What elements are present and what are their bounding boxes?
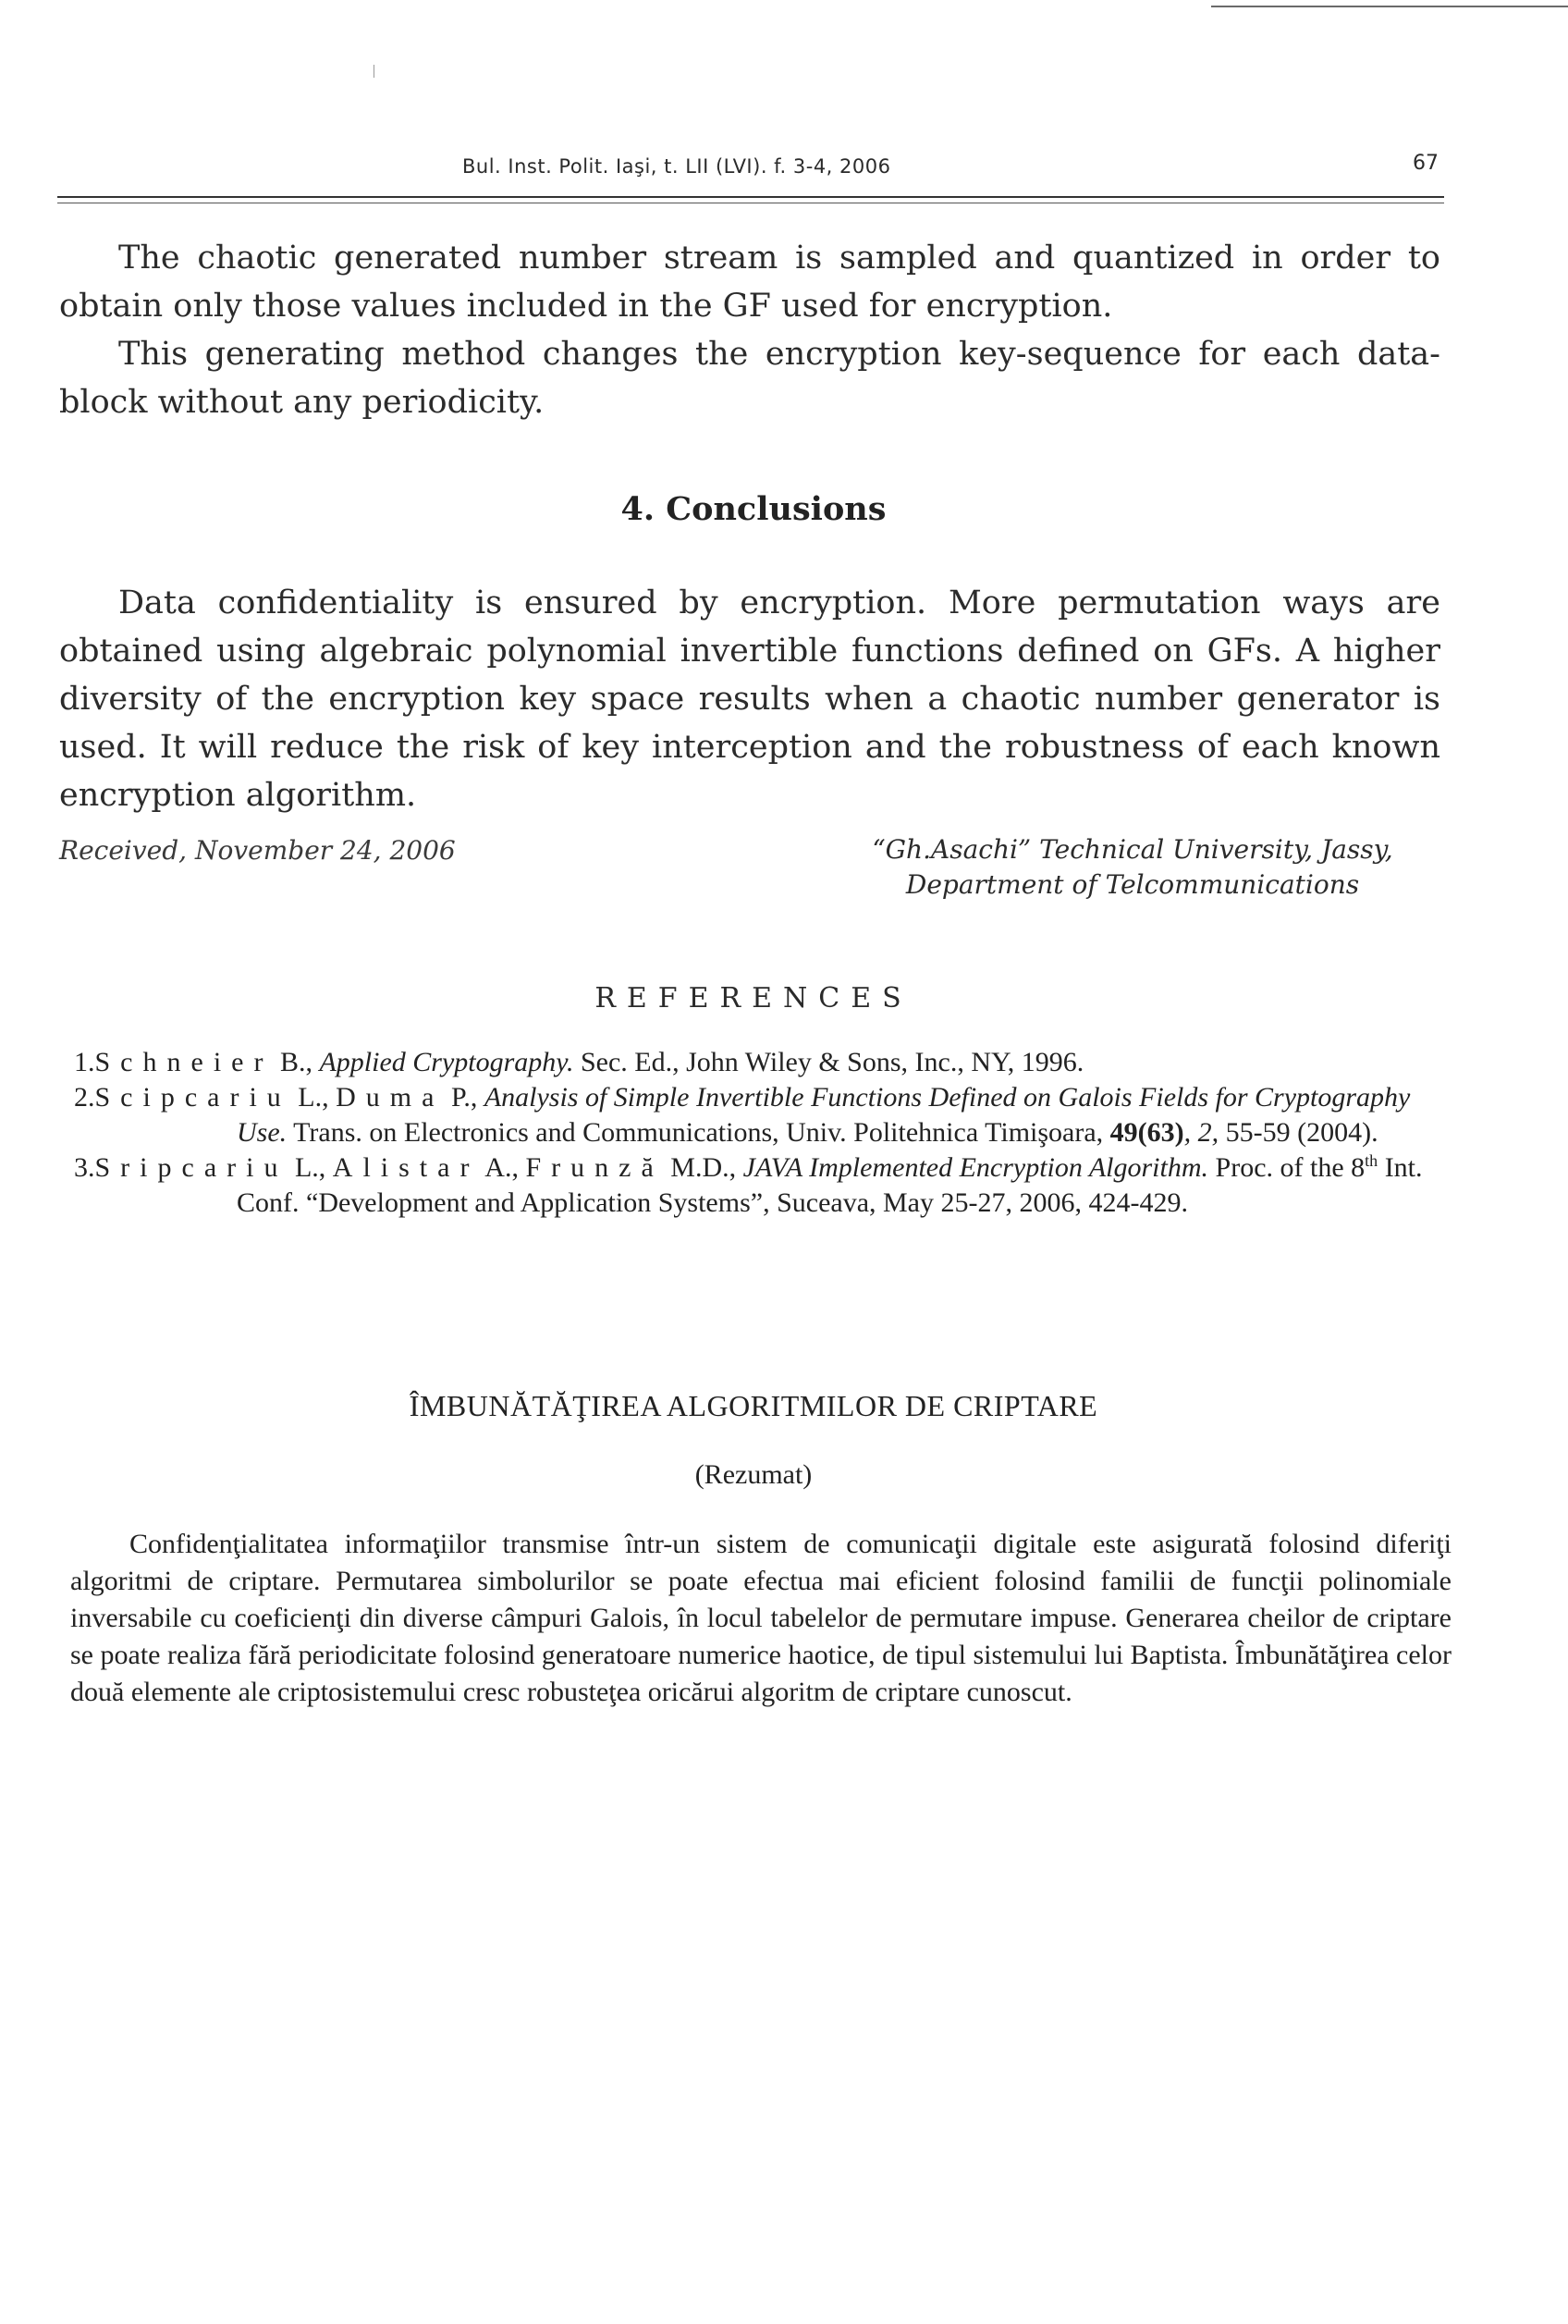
reference-pages: 55-59 (2004). — [1225, 1117, 1378, 1148]
reference-title: JAVA Implemented Encryption Algorithm. — [742, 1152, 1209, 1183]
conclusions-paragraph: Data confidentiality is ensured by encryption. More permutation ways are obtained using algebraic polynomial invertible functions defined on GFs. A higher diversity of the encryption key space results when a chaotic number generator is used. It will reduce the risk of key interception and the robustness of each known encryption algorithm. — [59, 584, 1440, 814]
reference-list — [74, 1045, 1452, 1221]
reference-number: 1. — [74, 1047, 95, 1077]
reference-initials: L., — [290, 1082, 337, 1113]
reference-item-1 — [74, 1045, 1452, 1080]
reference-initials: B., — [273, 1047, 320, 1077]
running-head: Bul. Inst. Polit. Iaşi, t. LII (LVI). f. 3-4, 2006 — [462, 155, 891, 178]
abstract-subtitle: (Rezumat) — [694, 1459, 813, 1490]
page-number: 67 — [1413, 152, 1439, 175]
reference-issue: , 2, — [1183, 1117, 1226, 1148]
intro-section — [59, 234, 1440, 426]
reference-initials-3: M.D., — [663, 1152, 743, 1183]
header-rule — [57, 196, 1444, 198]
reference-superscript: th — [1365, 1151, 1378, 1170]
reference-author: Sripcariu — [94, 1152, 288, 1183]
references-heading: REFERENCES — [594, 982, 913, 1014]
intro-paragraph-1: The chaotic generated number stream is sampled and quantized in order to obtain only those values included in the GF used for encryption. — [59, 240, 1440, 325]
reference-number: 3. — [74, 1152, 95, 1183]
reference-title: Analysis of Simple Invertible Functions Defined on Galois Fields for Cryptography Use. — [237, 1082, 1411, 1148]
reference-author: Schneier — [94, 1047, 274, 1077]
reference-author: Scipcariu — [94, 1082, 291, 1113]
reference-title: Applied Cryptography. — [319, 1047, 574, 1077]
abstract-title: ÎMBUNĂTĂŢIREA ALGORITMILOR DE CRIPTARE — [409, 1389, 1098, 1422]
reference-details: Trans. on Electronics and Communications, Univ. Politehnica Timişoara, — [287, 1117, 1110, 1148]
reference-item-2 — [74, 1080, 1452, 1150]
reference-number: 2. — [74, 1082, 95, 1113]
reference-volume: 49(63) — [1109, 1117, 1184, 1148]
abstract-section — [70, 1526, 1452, 1711]
affiliation-line-2: Department of Telcommunications — [905, 869, 1360, 900]
conclusions-section — [59, 579, 1440, 819]
reference-initials: L., — [288, 1152, 333, 1183]
affiliation-line-1: “Gh.Asachi” Technical University, Jassy, — [872, 834, 1393, 865]
reference-details: Proc. of the 8 — [1208, 1152, 1366, 1183]
abstract-paragraph: Confidenţialitatea informaţiilor transmise într-un sistem de comunicaţii digitale este asigurată folosind diferiţi algoritmi de criptare. Permutarea simbolurilor se poate efectua mai eficient folosind familii de funcţii polinomiale inversabile cu coeficienţi din diverse câmpuri Galois, în locul tabelelor de permutare impuse. Generarea cheilor de criptare se poate realiza fără periodicitate folosind generatoare numerice haotice, de tipul sistemului lui Baptista. Îmbunătăţirea celor două elemente ale criptosistemului cresc robusteţea oricărui algoritm de criptare cunoscut. — [70, 1529, 1452, 1707]
scan-edge-line — [1211, 6, 1568, 7]
reference-details: Sec. Ed., John Wiley & Sons, Inc., NY, 1996. — [573, 1047, 1084, 1077]
reference-item-3 — [74, 1150, 1452, 1221]
reference-initials-2: A., — [479, 1152, 526, 1183]
reference-details-cont: Int. Conf. “Development and Application Systems”, Suceava, May 25-27, 2006, 424-429. — [237, 1152, 1423, 1218]
reference-initials-2: P., — [444, 1082, 484, 1113]
reference-author-2: Alistar — [332, 1152, 480, 1183]
received-date: Received, November 24, 2006 — [59, 835, 456, 866]
intro-paragraph-2: This generating method changes the encryption key-sequence for each data-block without any periodicity. — [59, 336, 1440, 421]
conclusions-heading: 4. Conclusions — [620, 490, 887, 528]
reference-author-2: Duma — [336, 1082, 445, 1113]
affiliation — [832, 832, 1433, 903]
reference-author-3: Frunză — [525, 1152, 664, 1183]
